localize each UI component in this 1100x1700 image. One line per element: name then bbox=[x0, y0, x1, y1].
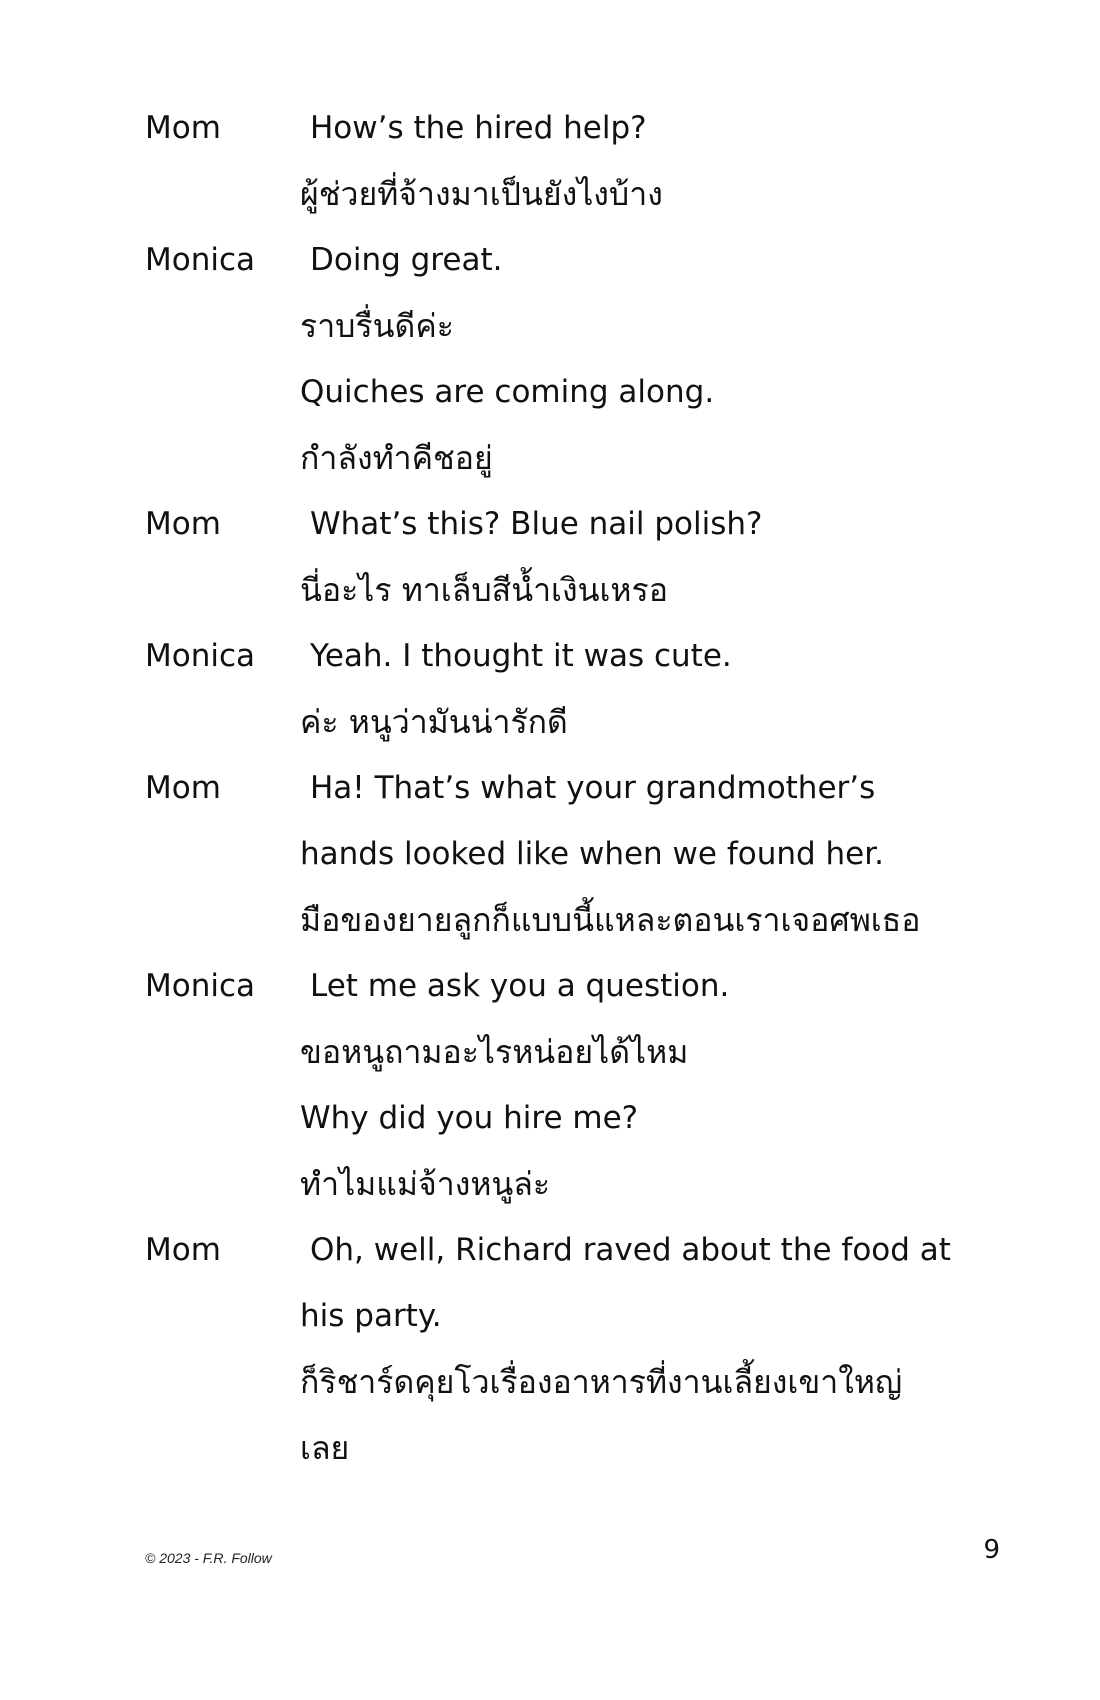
dialogue-line: Why did you hire me? bbox=[300, 1100, 639, 1136]
translation-line: ราบรื่นดีค่ะ bbox=[300, 307, 454, 345]
dialogue-line: Ha! That’s what your grandmother’s bbox=[310, 770, 876, 806]
translation-line: มือของยายลูกก็แบบนี้แหละตอนเราเจอศพเธอ bbox=[300, 901, 921, 939]
copyright-notice: © 2023 - F.R. Follow bbox=[145, 1550, 272, 1566]
speaker-name: Monica bbox=[145, 242, 256, 278]
dialogue-line: How’s the hired help? bbox=[310, 110, 647, 146]
dialogue-row bbox=[145, 1349, 1005, 1415]
dialogue-line: Let me ask you a question. bbox=[310, 968, 730, 1004]
speaker-name: Monica bbox=[145, 968, 256, 1004]
dialogue-row bbox=[145, 425, 1005, 491]
translation-line: ผู้ช่วยที่จ้างมาเป็นยังไงบ้าง bbox=[300, 175, 663, 213]
dialogue-line: What’s this? Blue nail polish? bbox=[310, 506, 763, 542]
translation-line: กำลังทำคีชอยู่ bbox=[300, 439, 493, 477]
dialogue-line: Yeah. I thought it was cute. bbox=[310, 638, 732, 674]
dialogue-row bbox=[145, 1217, 1005, 1283]
dialogue-line: his party. bbox=[300, 1298, 442, 1334]
dialogue-line: Oh, well, Richard raved about the food at bbox=[310, 1232, 951, 1268]
dialogue-row bbox=[145, 1151, 1005, 1217]
translation-line: ค่ะ หนูว่ามันน่ารักดี bbox=[300, 703, 568, 741]
translation-line: เลย bbox=[300, 1429, 350, 1467]
dialogue-row bbox=[145, 1283, 1005, 1349]
speaker-name: Mom bbox=[145, 1232, 221, 1268]
dialogue-row bbox=[145, 359, 1005, 425]
translation-line: นี่อะไร ทาเล็บสีน้ำเงินเหรอ bbox=[300, 571, 668, 609]
dialogue-list bbox=[145, 95, 1005, 1481]
dialogue-row bbox=[145, 887, 1005, 953]
speaker-name: Mom bbox=[145, 770, 221, 806]
dialogue-row bbox=[145, 1019, 1005, 1085]
dialogue-line: Quiches are coming along. bbox=[300, 374, 715, 410]
dialogue-row bbox=[145, 227, 1005, 293]
dialogue-line: Doing great. bbox=[310, 242, 503, 278]
speaker-name: Monica bbox=[145, 638, 256, 674]
dialogue-row bbox=[145, 1415, 1005, 1481]
dialogue-row bbox=[145, 821, 1005, 887]
dialogue-row bbox=[145, 557, 1005, 623]
page-number: 9 bbox=[983, 1535, 1000, 1565]
dialogue-row bbox=[145, 755, 1005, 821]
translation-line: ก็ริชาร์ดคุยโวเรื่องอาหารที่งานเลี้ยงเขาใหญ่ bbox=[300, 1363, 903, 1401]
dialogue-row bbox=[145, 95, 1005, 161]
dialogue-line: hands looked like when we found her. bbox=[300, 836, 885, 872]
dialogue-row bbox=[145, 623, 1005, 689]
dialogue-row bbox=[145, 689, 1005, 755]
dialogue-row bbox=[145, 161, 1005, 227]
dialogue-row bbox=[145, 953, 1005, 1019]
translation-line: ขอหนูถามอะไรหน่อยได้ไหม bbox=[300, 1033, 689, 1071]
dialogue-row bbox=[145, 293, 1005, 359]
speaker-name: Mom bbox=[145, 110, 221, 146]
dialogue-row bbox=[145, 1085, 1005, 1151]
translation-line: ทำไมแม่จ้างหนูล่ะ bbox=[300, 1165, 551, 1203]
speaker-name: Mom bbox=[145, 506, 221, 542]
dialogue-row bbox=[145, 491, 1005, 557]
